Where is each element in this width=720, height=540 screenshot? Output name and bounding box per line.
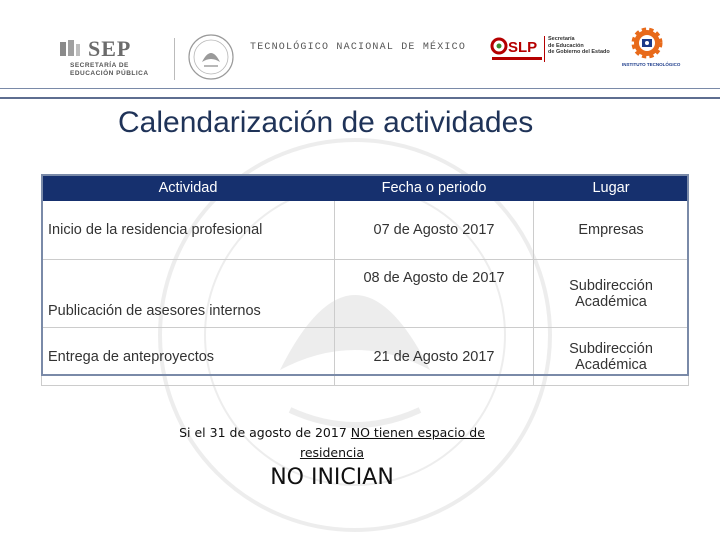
- slp-wordmark: SLP: [508, 39, 538, 56]
- header-lugar: Lugar: [534, 175, 689, 201]
- slp-logo: [490, 34, 610, 66]
- header-fecha: Fecha o periodo: [335, 175, 534, 201]
- sep-subtitle-line-1: SECRETARÍA DE: [70, 62, 129, 69]
- notice-emphasis: NO INICIAN: [270, 465, 394, 490]
- cell-lugar: [534, 328, 689, 386]
- sep-wordmark: SEP: [88, 36, 132, 61]
- table-row: [42, 201, 689, 260]
- gear-icon: [622, 26, 672, 62]
- slp-text-line-1: Secretaría: [548, 36, 575, 42]
- table-row: [42, 260, 689, 328]
- slp-text-line-2: de Educación: [548, 42, 584, 49]
- national-seal-icon: [180, 32, 242, 82]
- header-bar: [0, 0, 720, 100]
- cell-actividad: Entrega de anteproyectos: [42, 328, 335, 386]
- cell-actividad: Publicación de asesores internos: [42, 260, 335, 328]
- sep-logo: [58, 36, 168, 80]
- cell-lugar-line-1: Empresas: [578, 222, 644, 238]
- cell-fecha: 08 de Agosto de 2017: [335, 260, 534, 328]
- cell-lugar-line-1: Subdirección: [569, 340, 653, 357]
- notice-underlined-1: NO tienen espacio de: [350, 425, 485, 440]
- cell-actividad: Inicio de la residencia profesional: [42, 201, 335, 260]
- cell-lugar: [534, 260, 689, 328]
- header-actividad: Actividad: [42, 175, 335, 201]
- activities-table: [41, 174, 689, 386]
- header-divider: [174, 38, 175, 80]
- slp-emblem-icon: [490, 34, 544, 64]
- itc-logo: [622, 26, 681, 70]
- table-row: [42, 328, 689, 386]
- cell-lugar-line-1: Subdirección: [569, 277, 653, 294]
- sep-emblem-icon: [58, 38, 82, 60]
- slide-title: Calendarización de actividades: [118, 106, 534, 139]
- tecnm-label: TECNOLÓGICO NACIONAL DE MÉXICO: [250, 42, 467, 53]
- sep-subtitle: [70, 62, 149, 78]
- itc-text: INSTITUTO TECNOLÓGICO: [622, 62, 681, 67]
- slp-text-line-3: de Gobierno del Estado: [548, 49, 610, 55]
- notice-text: [150, 423, 514, 463]
- slp-divider: [544, 36, 545, 62]
- table-header-row: [42, 175, 689, 201]
- sep-subtitle-line-2: EDUCACIÓN PÚBLICA: [70, 70, 149, 77]
- cell-lugar: [534, 201, 689, 260]
- cell-fecha: 21 de Agosto 2017: [335, 328, 534, 386]
- cell-fecha: 07 de Agosto 2017: [335, 201, 534, 260]
- header-rule-bottom: [0, 97, 720, 99]
- header-rule-top: [0, 88, 720, 89]
- slp-text: [548, 36, 610, 56]
- cell-lugar-line-2: Académica: [575, 293, 647, 310]
- notice-underlined-2: residencia: [299, 445, 365, 460]
- notice-prefix: Si el 31 de agosto de 2017: [179, 425, 351, 440]
- cell-lugar-line-2: Académica: [575, 356, 647, 373]
